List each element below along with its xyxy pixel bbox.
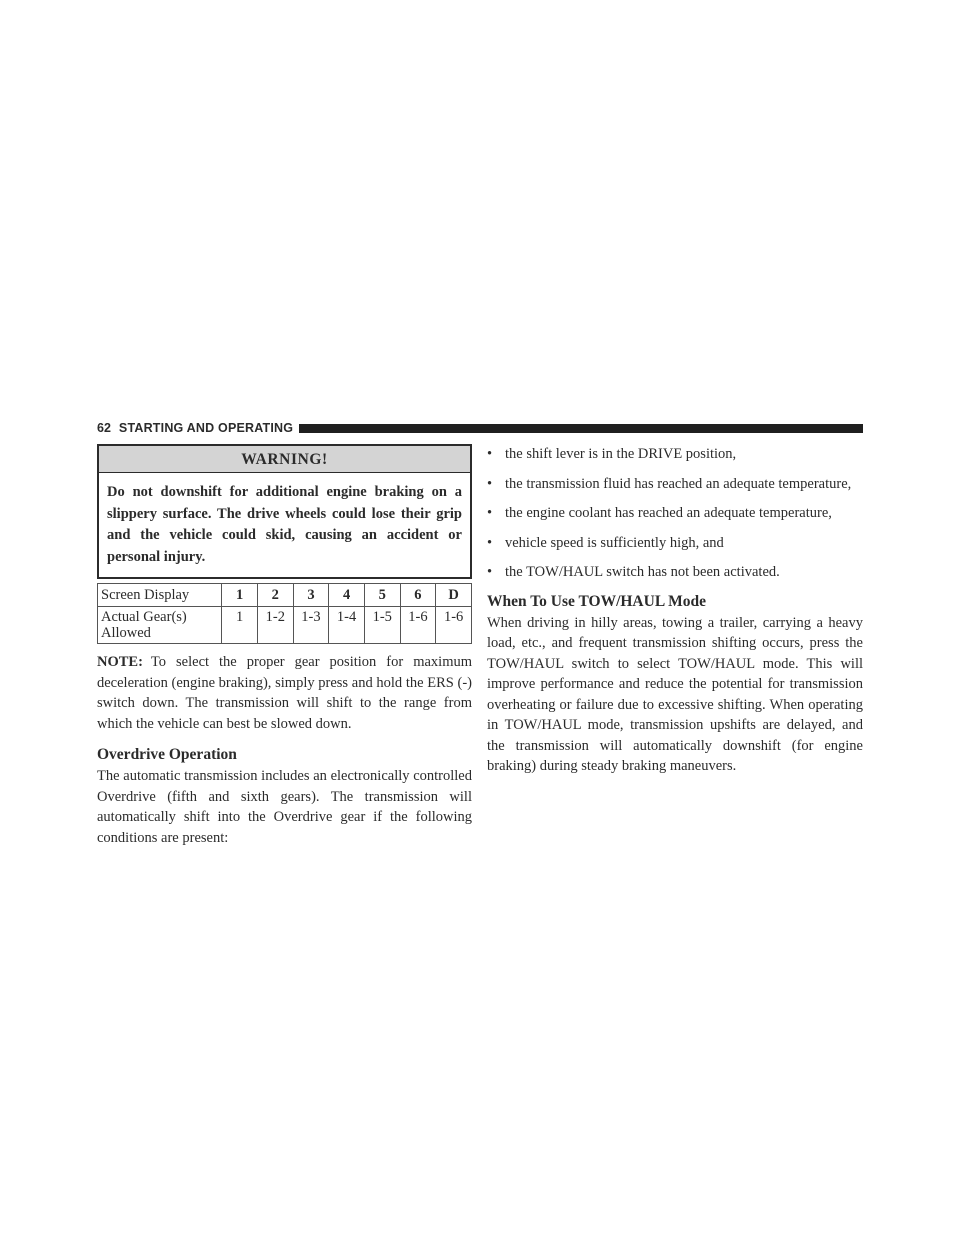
bullet-icon: • — [487, 534, 493, 551]
table-cell: D — [436, 584, 472, 607]
page-header — [97, 419, 863, 437]
bullet-icon: • — [487, 475, 493, 492]
list-item — [487, 444, 863, 465]
note-label: NOTE: — [97, 654, 143, 670]
warning-title: WARNING! — [99, 446, 470, 473]
list-item — [487, 533, 863, 554]
warning-text: Do not downshift for additional engine braking on a slippery surface. The drive wheels could lose their grip and the vehicle could skid, causing an accident or personal injury. — [107, 484, 462, 565]
left-column — [97, 444, 472, 848]
row-label-screen-display: Screen Display — [98, 584, 222, 607]
table-cell: 1-6 — [436, 607, 472, 644]
list-item-text: the engine coolant has reached an adequate temperature, — [505, 505, 832, 521]
table-cell: 5 — [364, 584, 400, 607]
list-item-text: the transmission fluid has reached an adequate temperature, — [505, 475, 852, 492]
overdrive-text: The automatic transmission includes an electronically controlled Overdrive (fifth and sixth gears). The transmission will automatically shift into the Overdrive gear if the following conditions are present: — [97, 768, 472, 846]
list-item — [487, 474, 863, 495]
page-number: 62 — [97, 421, 111, 435]
row-label-actual-gears: Actual Gear(s) Allowed — [98, 607, 222, 644]
right-column — [487, 444, 863, 777]
gear-table — [97, 583, 472, 644]
table-cell: 6 — [400, 584, 436, 607]
section-title: STARTING AND OPERATING — [118, 421, 294, 435]
table-row — [98, 607, 472, 644]
table-cell: 1-3 — [293, 607, 329, 644]
table-cell: 1 — [222, 584, 258, 607]
table-cell: 2 — [257, 584, 293, 607]
table-cell: 1-4 — [329, 607, 365, 644]
list-item-text: the shift lever is in the DRIVE position, — [505, 446, 737, 462]
tow-haul-heading: When To Use TOW/HAUL Mode — [487, 592, 707, 610]
warning-box — [97, 444, 472, 579]
conditions-list — [487, 444, 863, 583]
note-paragraph — [97, 652, 472, 734]
bullet-icon: • — [487, 505, 493, 521]
table-cell: 4 — [329, 584, 365, 607]
table-cell: 1 — [222, 607, 258, 644]
overdrive-heading: Overdrive Operation — [97, 746, 237, 763]
note-text: To select the proper gear position for maximum deceleration (engine braking), simply press and hold the ERS (-) switch down. The transmission will shift to the range from which the vehicle can best be slowed down. — [97, 654, 472, 732]
table-cell: 1-5 — [364, 607, 400, 644]
tow-haul-text: When driving in hilly areas, towing a trailer, carrying a heavy load, etc., and frequent transmission shifting occurs, press the TOW/HAUL switch to select TOW/HAUL mode. This will improve performance and reduce the potential for transmission overheating or failure due to excessive shifting. When operating in TOW/HAUL mode, transmission upshifts are delayed, and the transmission will automatically downshift (for engine braking) during steady braking maneuvers. — [487, 614, 863, 774]
bullet-icon: • — [487, 446, 493, 462]
table-cell: 1-6 — [400, 607, 436, 644]
bullet-icon: • — [487, 564, 493, 580]
table-cell: 1-2 — [257, 607, 293, 644]
list-item — [487, 562, 863, 583]
table-row — [98, 584, 472, 607]
table-cell: 3 — [293, 584, 329, 607]
list-item-text: vehicle speed is sufficiently high, and — [505, 534, 724, 551]
list-item — [487, 503, 863, 524]
header-rule — [299, 424, 863, 433]
list-item-text: the TOW/HAUL switch has not been activated. — [505, 564, 780, 580]
